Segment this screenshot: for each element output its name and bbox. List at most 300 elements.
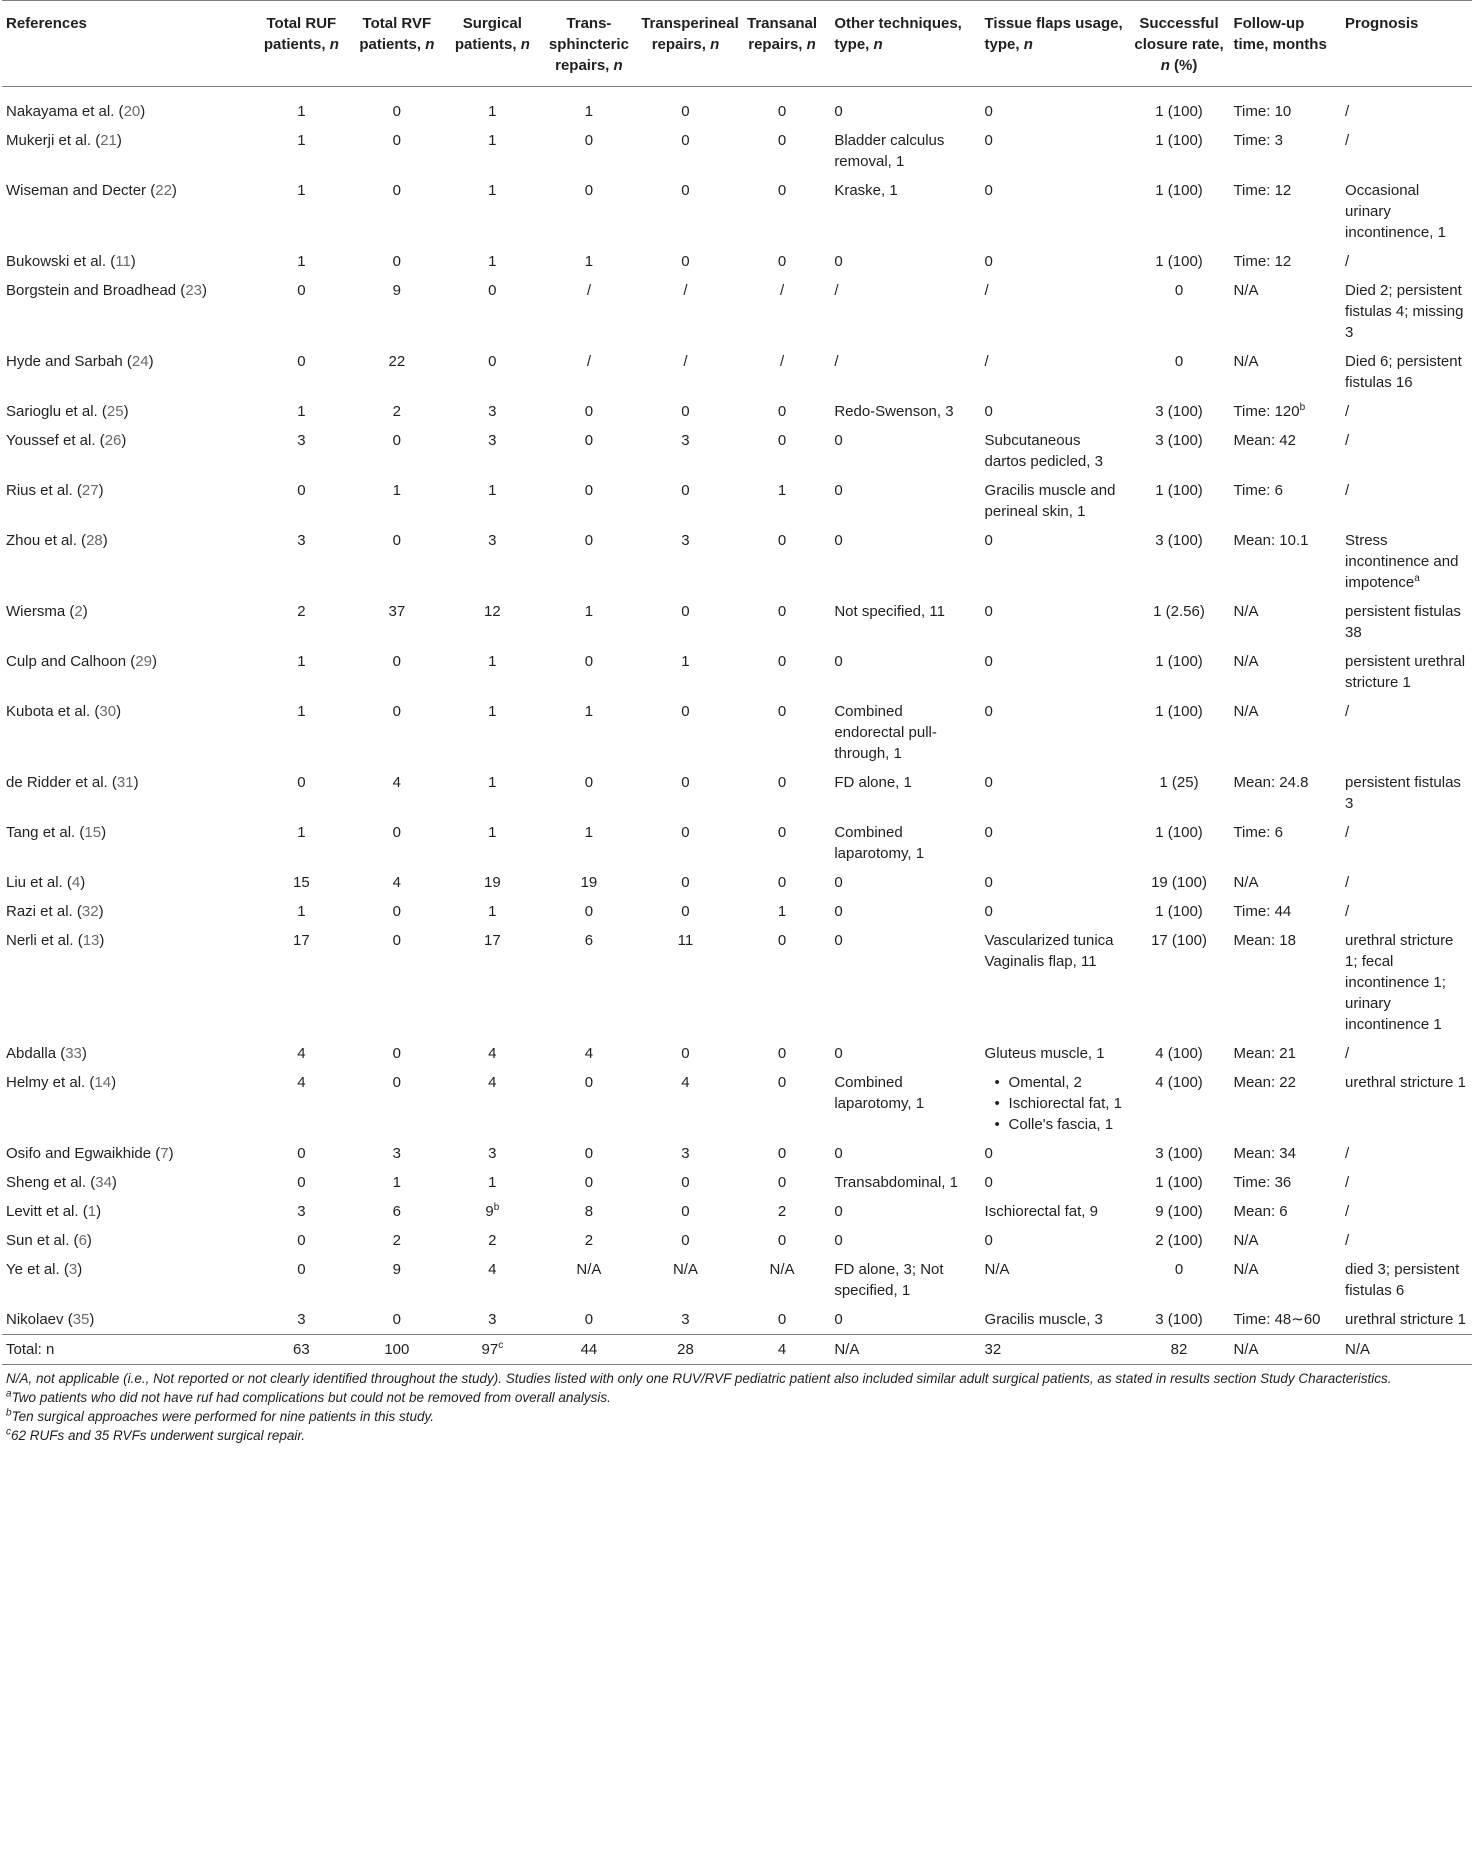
cell-surgical: 1	[488, 1174, 497, 1191]
cell-transperineal: 0	[681, 132, 690, 149]
cell-transperineal: 0	[681, 403, 690, 420]
footnote-a: $^a$Two patients who did not have ruf had complications but could not be removed from overall analysis.	[6, 1388, 611, 1405]
header-text: Total RUF patients, n	[263, 15, 339, 53]
cell-surgical: 1	[488, 774, 497, 791]
cell-reference: Youssef et al. (26)	[6, 432, 127, 449]
cell-prognosis: /	[1345, 703, 1350, 720]
header-row	[2, 1, 1472, 87]
flap-item: • Colle's fascia, 1	[999, 1114, 1125, 1135]
citation-link: 7	[160, 1145, 169, 1162]
total-cell-total-ruf: 63	[293, 1341, 310, 1358]
cell-surgical: 3	[488, 1311, 497, 1328]
cell-trans-sphincteric: N/A	[576, 1261, 602, 1278]
table-footnotes	[6, 1369, 1472, 1445]
cell-closure-rate: 19 (100)	[1151, 874, 1207, 891]
cell-reference: Hyde and Sarbah (24)	[6, 353, 154, 370]
total-cell-other-techniques: N/A	[834, 1341, 860, 1358]
cell-follow-up: Time: 48∼60	[1233, 1311, 1321, 1328]
table-body	[2, 87, 1472, 1365]
cell-other-techniques: 0	[834, 1232, 843, 1249]
cell-closure-rate: 1 (100)	[1155, 103, 1203, 120]
cell-reference: Nikolaev (35)	[6, 1311, 95, 1328]
cell-other-techniques: Transabdominal, 1	[834, 1174, 958, 1191]
cell-trans-sphincteric: 19	[580, 874, 598, 891]
cell-tissue-flaps: 0	[984, 253, 993, 270]
total-row	[2, 1335, 1472, 1365]
cell-total-ruf: 0	[297, 482, 306, 499]
table-row	[2, 176, 1472, 247]
cell-follow-up: Mean: 42	[1233, 432, 1296, 449]
cell-transanal: 0	[777, 103, 787, 120]
cell-reference: Rius et al. (27)	[6, 482, 104, 499]
cell-surgical: 0	[488, 282, 497, 299]
cell-tissue-flaps: 0	[984, 403, 993, 420]
cell-trans-sphincteric: 0	[584, 1074, 594, 1091]
flap-list	[985, 1072, 1125, 1135]
cell-reference: Culp and Calhoon (29)	[6, 653, 157, 670]
table-row	[2, 926, 1472, 1039]
cell-surgical: 1	[488, 703, 497, 720]
cell-transanal: N/A	[769, 1261, 795, 1278]
cell-reference: Sun et al. (6)	[6, 1232, 92, 1249]
cell-transanal: 0	[777, 132, 787, 149]
cell-total-rvf: 0	[392, 653, 402, 670]
cell-closure-rate: 1 (100)	[1155, 824, 1203, 841]
cell-transanal: 0	[777, 824, 787, 841]
total-cell-follow-up: N/A	[1233, 1341, 1259, 1358]
citation-link: 24	[131, 353, 149, 370]
cell-trans-sphincteric: 1	[584, 253, 594, 270]
cell-follow-up: N/A	[1233, 653, 1259, 670]
cell-prognosis: /	[1345, 253, 1350, 270]
cell-other-techniques: Combined laparotomy, 1	[834, 1074, 925, 1112]
cell-closure-rate: 9 (100)	[1155, 1203, 1203, 1220]
cell-prognosis: urethral stricture 1; fecal incontinence 1; urinary incontinence 1	[1345, 932, 1454, 1033]
cell-trans-sphincteric: 1	[584, 603, 594, 620]
cell-total-rvf: 6	[392, 1203, 402, 1220]
cell-total-rvf: 0	[392, 103, 402, 120]
cell-other-techniques: 0	[834, 432, 843, 449]
cell-transanal: 0	[777, 1311, 787, 1328]
table-row	[2, 276, 1472, 347]
col-header-surgical	[444, 1, 541, 87]
cell-trans-sphincteric: 0	[584, 653, 594, 670]
cell-total-ruf: 1	[297, 182, 306, 199]
cell-total-ruf: 3	[297, 532, 306, 549]
cell-transanal: 0	[777, 532, 787, 549]
cell-surgical: 0	[488, 353, 497, 370]
table-row	[2, 597, 1472, 647]
cell-other-techniques: 0	[834, 103, 843, 120]
cell-tissue-flaps: 0	[984, 653, 993, 670]
cell-tissue-flaps: 0	[984, 1145, 993, 1162]
cell-total-rvf: 4	[392, 774, 402, 791]
citation-link: 30	[99, 703, 117, 720]
table-row	[2, 87, 1472, 127]
total-cell-closure-rate: 82	[1170, 1341, 1188, 1358]
cell-total-rvf: 0	[392, 182, 402, 199]
cell-tissue-flaps: 0	[984, 103, 993, 120]
cell-other-techniques: 0	[834, 253, 843, 270]
cell-other-techniques: 0	[834, 874, 843, 891]
cell-transperineal: 11	[677, 932, 694, 949]
col-header-trans-sphincteric	[541, 1, 638, 87]
cell-transanal: 0	[777, 932, 787, 949]
cell-closure-rate: 17 (100)	[1151, 932, 1207, 949]
cell-total-ruf: 17	[293, 932, 310, 949]
cell-prognosis: urethral stricture 1	[1345, 1074, 1466, 1091]
fistula-table	[2, 0, 1472, 1365]
cell-total-rvf: 0	[392, 1311, 402, 1328]
cell-total-rvf: 37	[388, 603, 406, 620]
cell-other-techniques: FD alone, 1	[834, 774, 912, 791]
cell-follow-up: Mean: 22	[1233, 1074, 1296, 1091]
cell-other-techniques: 0	[834, 903, 843, 920]
cell-total-ruf: 1	[297, 903, 306, 920]
total-cell-surgical: 97$^c$	[481, 1340, 504, 1358]
cell-transanal: 2	[777, 1203, 787, 1220]
table-row	[2, 1255, 1472, 1305]
header-text: Trans-sphincteric repairs, n	[548, 15, 629, 74]
cell-follow-up: Time: 12	[1233, 253, 1292, 270]
cell-trans-sphincteric: 1	[584, 824, 594, 841]
cell-tissue-flaps: Gluteus muscle, 1	[984, 1045, 1105, 1062]
cell-surgical: 1	[488, 903, 497, 920]
cell-closure-rate: 3 (100)	[1155, 1311, 1203, 1328]
total-cell-tissue-flaps: 32	[984, 1341, 1002, 1358]
cell-transperineal: N/A	[672, 1261, 698, 1278]
footnote-c: $^c$62 RUFs and 35 RVFs underwent surgical repair.	[6, 1426, 306, 1443]
cell-reference: Kubota et al. (30)	[6, 703, 122, 720]
cell-transperineal: 3	[681, 1145, 690, 1162]
cell-reference: Sheng et al. (34)	[6, 1174, 117, 1191]
cell-other-techniques: 0	[834, 482, 843, 499]
total-label: Total: n	[6, 1341, 55, 1358]
cell-reference: Ye et al. (3)	[6, 1261, 83, 1278]
cell-follow-up: Time: 120$^b$	[1233, 402, 1306, 420]
cell-total-rvf: 9	[392, 282, 402, 299]
cell-other-techniques: /	[834, 353, 839, 370]
cell-transanal: 0	[777, 703, 787, 720]
table-row	[2, 526, 1472, 597]
table-row	[2, 1039, 1472, 1068]
citation-link: 31	[116, 774, 134, 791]
cell-follow-up: N/A	[1233, 603, 1259, 620]
cell-follow-up: Mean: 21	[1233, 1045, 1296, 1062]
cell-tissue-flaps: 0	[984, 1232, 993, 1249]
cell-transanal: 0	[777, 1232, 787, 1249]
total-cell-total-rvf: 100	[384, 1341, 410, 1358]
cell-follow-up: Time: 6	[1233, 824, 1283, 841]
cell-reference: Bukowski et al. (11)	[6, 253, 136, 270]
col-header-total-ruf	[253, 1, 350, 87]
cell-surgical: 12	[484, 603, 501, 620]
cell-other-techniques: FD alone, 3; Not specified, 1	[834, 1261, 944, 1299]
cell-transperineal: 3	[681, 532, 690, 549]
cell-other-techniques: /	[834, 282, 839, 299]
cell-prognosis: /	[1345, 1232, 1350, 1249]
cell-total-rvf: 9	[392, 1261, 402, 1278]
cell-total-rvf: 3	[392, 1145, 402, 1162]
cell-transperineal: 0	[681, 1045, 690, 1062]
cell-total-rvf: 0	[392, 932, 402, 949]
total-cell-transperineal: 28	[677, 1341, 694, 1358]
cell-total-rvf: 0	[392, 824, 402, 841]
cell-other-techniques: 0	[834, 1203, 843, 1220]
cell-tissue-flaps: Gracilis muscle, 3	[984, 1311, 1103, 1328]
cell-transanal: 0	[777, 1074, 787, 1091]
cell-prognosis: Died 2; persistent fistulas 4; missing 3	[1345, 282, 1464, 341]
cell-other-techniques: 0	[834, 1311, 843, 1328]
cell-transanal: 0	[777, 1174, 787, 1191]
cell-follow-up: Time: 6	[1233, 482, 1283, 499]
cell-surgical: 3	[488, 403, 497, 420]
cell-total-ruf: 0	[297, 1232, 306, 1249]
cell-total-ruf: 2	[297, 603, 306, 620]
cell-trans-sphincteric: 0	[584, 774, 594, 791]
col-header-other-techniques	[830, 1, 980, 87]
cell-transanal: /	[779, 282, 785, 299]
cell-prognosis: died 3; persistent fistulas 6	[1345, 1261, 1460, 1299]
cell-tissue-flaps: 0	[984, 532, 993, 549]
cell-transperineal: 0	[681, 903, 690, 920]
table-row	[2, 426, 1472, 476]
cell-total-ruf: 3	[297, 1203, 306, 1220]
col-header-closure-rate	[1129, 1, 1230, 87]
cell-prognosis: Stress incontinence and impotence$^a$	[1345, 532, 1459, 591]
citation-link: 2	[74, 603, 83, 620]
table-row	[2, 1168, 1472, 1197]
cell-total-rvf: 0	[392, 132, 402, 149]
cell-total-rvf: 0	[392, 703, 402, 720]
cell-other-techniques: 0	[834, 653, 843, 670]
cell-total-rvf: 0	[392, 432, 402, 449]
cell-other-techniques: Combined endorectal pull-through, 1	[834, 703, 937, 762]
cell-reference: Tang et al. (15)	[6, 824, 107, 841]
cell-trans-sphincteric: 8	[584, 1203, 594, 1220]
cell-total-ruf: 3	[297, 1311, 306, 1328]
header-text: Transperineal repairs, n	[641, 15, 739, 53]
cell-trans-sphincteric: /	[586, 282, 591, 299]
cell-follow-up: Time: 10	[1233, 103, 1292, 120]
cell-closure-rate: 1 (100)	[1155, 482, 1203, 499]
cell-follow-up: Mean: 34	[1233, 1145, 1296, 1162]
cell-reference: Wiseman and Decter (22)	[6, 182, 177, 199]
cell-prognosis: /	[1345, 903, 1350, 920]
cell-total-ruf: 1	[297, 132, 306, 149]
table-row	[2, 397, 1472, 426]
cell-follow-up: Time: 12	[1233, 182, 1292, 199]
cell-surgical: 9$^b$	[485, 1202, 500, 1220]
cell-follow-up: N/A	[1233, 703, 1259, 720]
cell-transperineal: 0	[681, 482, 690, 499]
cell-tissue-flaps: 0	[984, 1174, 993, 1191]
cell-other-techniques: Combined laparotomy, 1	[834, 824, 925, 862]
cell-closure-rate: 0	[1174, 353, 1184, 370]
citation-link: 32	[81, 903, 99, 920]
cell-trans-sphincteric: 0	[584, 1145, 594, 1162]
cell-surgical: 1	[488, 103, 497, 120]
total-cell-transanal: 4	[777, 1341, 787, 1358]
cell-trans-sphincteric: 4	[584, 1045, 594, 1062]
cell-prognosis: persistent fistulas 38	[1345, 603, 1461, 641]
cell-transanal: 1	[777, 482, 787, 499]
table-row	[2, 1139, 1472, 1168]
cell-total-ruf: 1	[297, 403, 306, 420]
header-text: Transanal repairs, n	[747, 15, 818, 53]
cell-total-ruf: 1	[297, 103, 306, 120]
table-row	[2, 347, 1472, 397]
cell-transperineal: 0	[681, 774, 690, 791]
cell-surgical: 4	[488, 1074, 497, 1091]
total-cell-prognosis: N/A	[1345, 1341, 1371, 1358]
table-row	[2, 647, 1472, 697]
cell-transanal: /	[779, 353, 785, 370]
cell-tissue-flaps: 0	[984, 603, 993, 620]
col-header-total-rvf	[350, 1, 444, 87]
citation-link: 20	[123, 103, 141, 120]
cell-tissue-flaps: Gracilis muscle and perineal skin, 1	[984, 482, 1116, 520]
cell-transanal: 0	[777, 774, 787, 791]
cell-closure-rate: 1 (100)	[1155, 703, 1203, 720]
cell-tissue-flaps: 0	[984, 703, 993, 720]
cell-tissue-flaps: /	[984, 282, 989, 299]
citation-link: 26	[104, 432, 122, 449]
table-row	[2, 1068, 1472, 1139]
citation-link: 14	[94, 1074, 112, 1091]
cell-total-ruf: 3	[297, 432, 306, 449]
cell-trans-sphincteric: 0	[584, 532, 594, 549]
citation-link: 22	[155, 182, 172, 199]
cell-follow-up: Mean: 18	[1233, 932, 1296, 949]
citation-link: 28	[86, 532, 103, 549]
cell-prognosis: /	[1345, 1174, 1350, 1191]
cell-transperineal: 0	[681, 1174, 690, 1191]
cell-reference: Sarioglu et al. (25)	[6, 403, 129, 420]
cell-other-techniques: Redo-Swenson, 3	[834, 403, 954, 420]
cell-tissue-flaps: 0	[984, 774, 993, 791]
cell-follow-up: N/A	[1233, 1261, 1259, 1278]
cell-closure-rate: 1 (25)	[1159, 774, 1199, 791]
cell-surgical: 1	[488, 132, 497, 149]
cell-follow-up: N/A	[1233, 1232, 1259, 1249]
cell-transperineal: 0	[681, 874, 690, 891]
cell-transanal: 0	[777, 874, 787, 891]
cell-trans-sphincteric: 0	[584, 432, 594, 449]
cell-follow-up: Mean: 24.8	[1233, 774, 1309, 791]
cell-transperineal: 0	[681, 1232, 690, 1249]
cell-transanal: 0	[777, 653, 787, 670]
cell-reference: Nerli et al. (13)	[6, 932, 105, 949]
cell-transperineal: /	[683, 353, 688, 370]
cell-total-rvf: 22	[388, 353, 406, 370]
cell-follow-up: Mean: 10.1	[1233, 532, 1309, 549]
citation-link: 27	[81, 482, 99, 499]
cell-prognosis: /	[1345, 403, 1350, 420]
cell-other-techniques: Bladder calculus removal, 1	[834, 132, 945, 170]
cell-transperineal: 3	[681, 432, 690, 449]
cell-total-ruf: 0	[297, 1174, 306, 1191]
cell-reference: Wiersma (2)	[6, 603, 88, 620]
cell-total-rvf: 2	[392, 403, 402, 420]
cell-prognosis: persistent urethral stricture 1	[1345, 653, 1466, 691]
cell-closure-rate: 1 (100)	[1155, 132, 1203, 149]
flap-item: • Ischiorectal fat, 1	[999, 1093, 1125, 1114]
citation-link: 23	[185, 282, 202, 299]
header-text: Successful closure rate, n (%)	[1134, 15, 1224, 74]
cell-surgical: 19	[484, 874, 501, 891]
col-header-transperineal	[637, 1, 739, 87]
header-text: Other techniques, type, n	[834, 15, 962, 53]
cell-total-ruf: 15	[293, 874, 310, 891]
cell-follow-up: Mean: 6	[1233, 1203, 1288, 1220]
cell-follow-up: Time: 3	[1233, 132, 1283, 149]
cell-other-techniques: Kraske, 1	[834, 182, 898, 199]
cell-closure-rate: 4 (100)	[1155, 1045, 1203, 1062]
cell-total-ruf: 1	[297, 824, 306, 841]
cell-tissue-flaps: 0	[984, 824, 993, 841]
cell-total-ruf: 4	[297, 1074, 306, 1091]
cell-follow-up: N/A	[1233, 874, 1259, 891]
citation-link: 35	[72, 1311, 90, 1328]
table-row	[2, 697, 1472, 768]
cell-other-techniques: 0	[834, 1145, 843, 1162]
cell-other-techniques: 0	[834, 1045, 843, 1062]
footnote-b: $^b$Ten surgical approaches were performed for nine patients in this study.	[6, 1407, 435, 1424]
cell-reference: de Ridder et al. (31)	[6, 774, 139, 791]
cell-transanal: 0	[777, 603, 787, 620]
header-text: Tissue flaps usage, type, n	[984, 15, 1123, 53]
cell-transperineal: /	[683, 282, 688, 299]
cell-follow-up: N/A	[1233, 282, 1259, 299]
citation-link: 6	[78, 1232, 87, 1249]
cell-prognosis: /	[1345, 1045, 1350, 1062]
cell-reference: Nakayama et al. (20)	[6, 103, 146, 120]
cell-reference: Borgstein and Broadhead (23)	[6, 282, 207, 299]
cell-total-rvf: 4	[392, 874, 402, 891]
cell-reference: Mukerji et al. (21)	[6, 132, 122, 149]
cell-total-rvf: 1	[392, 1174, 402, 1191]
header-text: Total RVF patients, n	[359, 15, 435, 53]
cell-prognosis: /	[1345, 874, 1350, 891]
footnote-na: N/A, not applicable (i.e., Not reported or not clearly identified throughout the study). Studies listed with only one RUV/RVF pediatric patient also included similar adult surgical patients, as stated in results section Study Characteristics.	[6, 1371, 1392, 1386]
citation-link: 15	[84, 824, 102, 841]
cell-total-ruf: 0	[297, 1145, 306, 1162]
cell-total-ruf: 0	[297, 353, 306, 370]
cell-transperineal: 0	[681, 1203, 690, 1220]
flap-item: • Omental, 2	[999, 1072, 1125, 1093]
cell-closure-rate: 1 (100)	[1155, 253, 1203, 270]
cell-surgical: 3	[488, 532, 497, 549]
cell-transanal: 0	[777, 403, 787, 420]
cell-surgical: 4	[488, 1045, 497, 1062]
cell-trans-sphincteric: /	[586, 353, 591, 370]
table-row	[2, 1226, 1472, 1255]
col-header-follow-up: Follow-up time, months	[1233, 15, 1327, 53]
cell-prognosis: /	[1345, 132, 1350, 149]
cell-closure-rate: 1 (2.56)	[1153, 603, 1205, 620]
cell-total-ruf: 1	[297, 253, 306, 270]
cell-transanal: 1	[777, 903, 787, 920]
total-cell-trans-sphincteric: 44	[580, 1341, 598, 1358]
citation-link: 3	[68, 1261, 78, 1278]
cell-prognosis: urethral stricture 1	[1345, 1311, 1466, 1328]
cell-surgical: 1	[488, 653, 497, 670]
cell-trans-sphincteric: 1	[584, 103, 594, 120]
cell-closure-rate: 0	[1174, 1261, 1184, 1278]
cell-reference: Levitt et al. (1)	[6, 1203, 102, 1220]
table-row	[2, 247, 1472, 276]
